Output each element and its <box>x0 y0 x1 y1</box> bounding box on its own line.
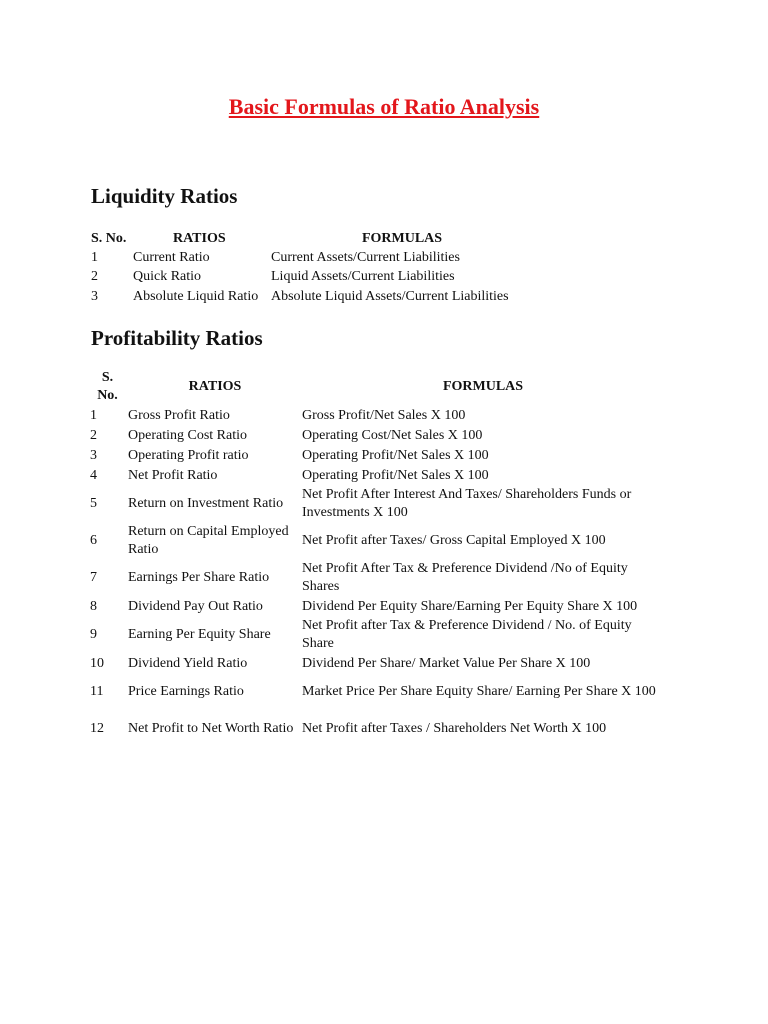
table-row <box>87 674 664 711</box>
cell-sno: 1 <box>90 407 97 423</box>
table-row <box>87 406 664 426</box>
profitability-heading: Profitability Ratios <box>91 326 263 350</box>
cell-ratio: Return on Capital Employed Ratio <box>128 524 289 557</box>
table-row <box>87 617 664 654</box>
table-row <box>91 248 533 268</box>
cell-sno: 5 <box>90 496 97 511</box>
profitability-header-row <box>87 368 664 406</box>
liquidity-header-row <box>91 229 533 248</box>
table-row <box>87 426 664 446</box>
cell-formula: Dividend Per Share/ Market Value Per Share X 100 <box>302 655 591 671</box>
cell-ratio: Earnings Per Share Ratio <box>128 570 270 585</box>
cell-ratio: Price Earnings Ratio <box>128 684 244 699</box>
cell-ratio: Absolute Liquid Ratio <box>133 288 259 304</box>
table-row <box>87 523 664 560</box>
cell-ratio: Operating Cost Ratio <box>128 427 247 443</box>
header-formula: FORMULAS <box>361 230 443 246</box>
cell-sno: 6 <box>90 533 97 548</box>
cell-ratio: Quick Ratio <box>133 269 202 285</box>
cell-formula: Net Profit after Tax & Preference Dividend / No. of Equity Share <box>302 618 632 651</box>
cell-formula: Net Profit after Taxes / Shareholders Net Worth X 100 <box>302 721 607 736</box>
liquidity-table <box>91 229 533 307</box>
cell-sno: 10 <box>90 655 104 671</box>
cell-formula: Absolute Liquid Assets/Current Liabilities <box>271 288 509 304</box>
cell-formula: Market Price Per Share Equity Share/ Earning Per Share X 100 <box>302 684 656 699</box>
cell-sno: 2 <box>90 427 97 443</box>
cell-ratio: Dividend Yield Ratio <box>128 655 248 671</box>
cell-formula: Operating Profit/Net Sales X 100 <box>302 447 489 463</box>
header-ratio: RATIOS <box>173 230 226 246</box>
cell-ratio: Dividend Pay Out Ratio <box>128 598 263 614</box>
cell-formula: Current Assets/Current Liabilities <box>271 249 460 265</box>
document-title: Basic Formulas of Ratio Analysis <box>228 94 540 119</box>
liquidity-heading: Liquidity Ratios <box>91 184 238 208</box>
cell-formula: Net Profit After Tax & Preference Dividend /No of Equity Shares <box>302 561 628 594</box>
table-row <box>87 597 664 617</box>
cell-formula: Dividend Per Equity Share/Earning Per Equity Share X 100 <box>302 598 638 614</box>
table-row <box>87 560 664 597</box>
cell-ratio: Net Profit Ratio <box>128 467 218 483</box>
cell-ratio: Earning Per Equity Share <box>128 627 271 642</box>
cell-ratio: Gross Profit Ratio <box>128 407 230 423</box>
cell-sno: 11 <box>90 684 104 699</box>
table-row <box>87 486 664 523</box>
table-row <box>87 446 664 466</box>
cell-formula: Net Profit after Taxes/ Gross Capital Employed X 100 <box>302 533 606 548</box>
cell-ratio: Return on Investment Ratio <box>128 496 284 511</box>
header-sno-label: S. No. <box>97 370 118 403</box>
cell-ratio: Current Ratio <box>133 249 210 265</box>
cell-ratio: Net Profit to Net Worth Ratio <box>128 721 294 736</box>
table-row <box>87 466 664 486</box>
table-row <box>87 711 664 748</box>
cell-formula: Liquid Assets/Current Liabilities <box>271 269 455 285</box>
cell-formula: Net Profit After Interest And Taxes/ Shareholders Funds or Investments X 100 <box>302 487 632 520</box>
table-row <box>87 654 664 674</box>
cell-sno: 3 <box>90 447 97 463</box>
cell-sno: 2 <box>91 269 98 285</box>
cell-sno: 9 <box>90 627 97 642</box>
profitability-table <box>87 368 664 748</box>
cell-sno: 7 <box>90 570 97 585</box>
cell-sno: 3 <box>91 288 98 304</box>
cell-formula: Operating Profit/Net Sales X 100 <box>302 467 489 483</box>
cell-sno: 12 <box>90 721 104 736</box>
header-sno <box>87 368 128 406</box>
header-formula: FORMULAS <box>442 379 524 394</box>
cell-formula: Operating Cost/Net Sales X 100 <box>302 427 483 443</box>
header-sno: S. No. <box>91 230 127 246</box>
cell-ratio: Operating Profit ratio <box>128 447 249 463</box>
header-ratio: RATIOS <box>188 379 242 394</box>
cell-sno: 4 <box>90 467 97 483</box>
cell-formula: Gross Profit/Net Sales X 100 <box>302 407 466 423</box>
cell-sno: 8 <box>90 598 97 614</box>
table-row <box>91 287 533 307</box>
cell-sno: 1 <box>91 249 98 265</box>
table-row <box>91 268 533 288</box>
